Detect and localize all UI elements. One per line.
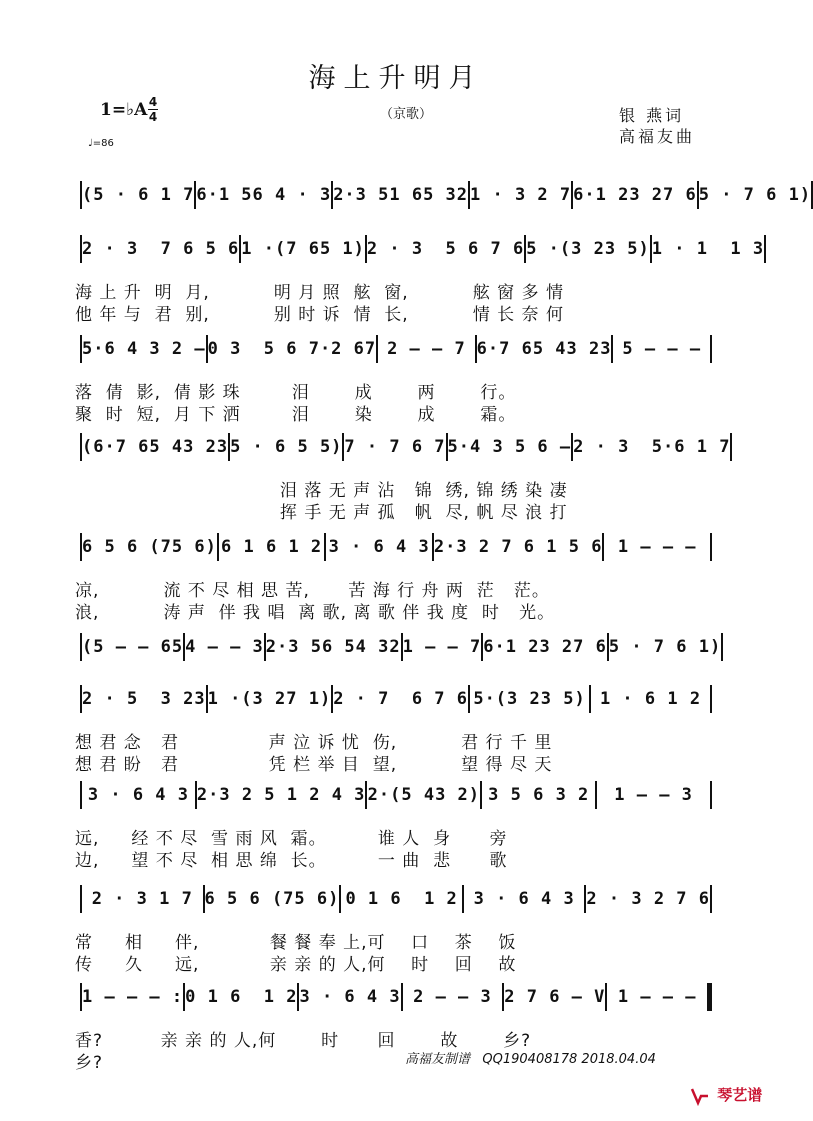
score-system (80, 980, 712, 1014)
time-signature (148, 96, 158, 123)
measure: 2 · 5 3 23 (82, 689, 206, 709)
measure: 2 · 3 2 7 6 (586, 889, 711, 909)
lyric-line: 边, 望 不 尽 相 思 绵 长。 一 曲 悲 歌 (75, 851, 508, 871)
measure: 4 – – 3 (185, 637, 264, 657)
measure: 6 5 6 (75 6) (82, 537, 217, 557)
measure: 6·7 65 43 23 (476, 339, 612, 359)
measure: 3 · 6 4 3 (473, 889, 575, 909)
score-system (80, 882, 712, 916)
measure: 1 – – 7 (402, 637, 482, 657)
barline (764, 235, 766, 263)
measure: 2 · 3 7 6 5 6 (82, 239, 240, 259)
measure: 2 · 3 5 6 7 6 (366, 239, 525, 259)
measure: 3 · 6 4 3 (328, 537, 430, 557)
song-title: 海上升明月 (308, 63, 484, 94)
lyric-line: 海 上 升 明 月, 明 月 照 舷 窗, 舷 窗 多 情 (75, 283, 564, 303)
logo-text: 琴艺谱 (717, 1086, 763, 1104)
measure: 1 · 3 2 7 (470, 185, 572, 205)
measure: 2 – – 3 (413, 987, 492, 1007)
lyric-line: 他 年 与 君 别, 别 时 诉 情 长, 情 长 奈 何 (75, 305, 564, 325)
lyric-line: 落 倩 影, 倩 影 珠 泪 成 两 行。 (75, 383, 517, 403)
score-system (80, 530, 712, 564)
measure: 0 1 6 1 2 (345, 889, 458, 909)
score-system (80, 332, 712, 366)
barline (730, 433, 732, 461)
measure: 2·3 2 7 6 1 5 6 (433, 537, 603, 557)
measure: 2 · 7 6 7 6 (333, 689, 469, 709)
barline (710, 335, 712, 363)
measure: 6 5 6 (75 6) (204, 889, 340, 909)
measure: 2 – – 7 (387, 339, 466, 359)
measure: 5 · 6 5 5) (230, 437, 343, 457)
measure: 0 3 5 6 7·2 67 (207, 339, 377, 359)
song-style: （京歌） (380, 107, 433, 122)
measure: 0 1 6 1 2 (185, 987, 298, 1007)
measure: 5 ·(3 23 5) (526, 239, 650, 259)
lyric-line: 香? 亲 亲 的 人,何 时 回 故 乡? (75, 1031, 532, 1051)
measure: (5 – – 65 (82, 637, 184, 657)
barline (710, 533, 712, 561)
measure: 3 5 6 3 2 (488, 785, 590, 805)
lyric-line: 想 君 盼 君 凭 栏 举 目 望, 望 得 尽 天 (75, 755, 553, 775)
lyric-line: 远, 经 不 尽 雪 雨 风 霜。 谁 人 身 旁 (75, 829, 508, 849)
measure: 1 ·(3 27 1) (207, 689, 332, 709)
measure: 1 – – – (617, 537, 697, 557)
measure: 1 · 1 1 3 (651, 239, 765, 259)
score-system (80, 232, 765, 266)
lyric-line: 乡? (75, 1053, 104, 1073)
key-signature: 1=♭A (100, 100, 148, 120)
footer-credit: 高福友制谱 QQ190408178 2018.04.04 (405, 1052, 656, 1067)
site-logo (690, 1084, 762, 1105)
lyric-line: 常 相 伴, 餐 餐 奉 上,可 口 茶 饭 (75, 933, 517, 953)
measure: 2·3 51 65 32 (333, 185, 469, 205)
measure: 2·(5 43 2) (367, 785, 481, 805)
measure: 7 · 7 6 7 (344, 437, 446, 457)
measure: 5 – – – (622, 339, 702, 359)
measure: 1 ·(7 65 1) (241, 239, 365, 259)
measure: (5 · 6 1 7 (82, 185, 195, 205)
measure: 3 · 6 4 3 (87, 785, 189, 805)
barline (721, 633, 723, 661)
measure: 5 · 7 6 1) (608, 637, 722, 657)
measure: 5 · 7 6 1) (698, 185, 812, 205)
score-system (80, 430, 731, 464)
lyricist: 银 燕词 (619, 106, 685, 125)
time-signature-top: 4 (148, 95, 158, 109)
barline (710, 685, 712, 713)
lyric-line: 泪 落 无 声 沾 锦 绣, 锦 绣 染 凄 (75, 481, 568, 501)
measure: 6·1 23 27 6 (573, 185, 697, 205)
final-barline (707, 983, 712, 1011)
lyric-line: 浪, 涛 声 伴 我 唱 离 歌, 离 歌 伴 我 度 时 光。 (75, 603, 556, 623)
measure: 2 7 6 – V (504, 987, 606, 1007)
measure: 2 · 3 5·6 1 7 (573, 437, 731, 457)
barline (710, 781, 712, 809)
score-system (80, 630, 722, 664)
measure: 6·1 56 4 · 3 (196, 185, 332, 205)
tempo-marking: ♩=86 (88, 138, 114, 149)
composer: 高福友曲 (619, 127, 696, 146)
measure: 3 · 6 4 3 (299, 987, 401, 1007)
measure: 1 – – – : (82, 987, 184, 1007)
measure: 2 · 3 1 7 (91, 889, 193, 909)
barline (710, 885, 712, 913)
measure: (6·7 65 43 23 (82, 437, 229, 457)
measure: 5·(3 23 5) (473, 689, 586, 709)
measure: 1 – – – (617, 987, 697, 1007)
score-system (80, 682, 712, 716)
measure: 6 1 6 1 2 (221, 537, 323, 557)
lyric-line: 想 君 念 君 声 泣 诉 忧 伤, 君 行 千 里 (75, 733, 553, 753)
score-system (80, 778, 712, 812)
measure: 2·3 56 54 32 (265, 637, 401, 657)
measure: 5·6 4 3 2 – (82, 339, 206, 359)
measure: 5·4 3 5 6 – (447, 437, 572, 457)
score-system (80, 178, 812, 212)
measure: 6·1 23 27 6 (483, 637, 607, 657)
lyric-line: 聚 时 短, 月 下 洒 泪 染 成 霜。 (75, 405, 517, 425)
measure: 2·3 2 5 1 2 4 3 (196, 785, 366, 805)
logo-icon (690, 1087, 710, 1105)
time-signature-bottom: 4 (148, 110, 158, 124)
measure: 1 – – 3 (614, 785, 693, 805)
lyric-line: 传 久 远, 亲 亲 的 人,何 时 回 故 (75, 955, 517, 975)
lyric-line: 挥 手 无 声 孤 帆 尽, 帆 尽 浪 打 (75, 503, 568, 523)
lyric-line: 凉, 流 不 尽 相 思 苦, 苦 海 行 舟 两 茫 茫。 (75, 581, 550, 601)
measure: 1 · 6 1 2 (599, 689, 702, 709)
